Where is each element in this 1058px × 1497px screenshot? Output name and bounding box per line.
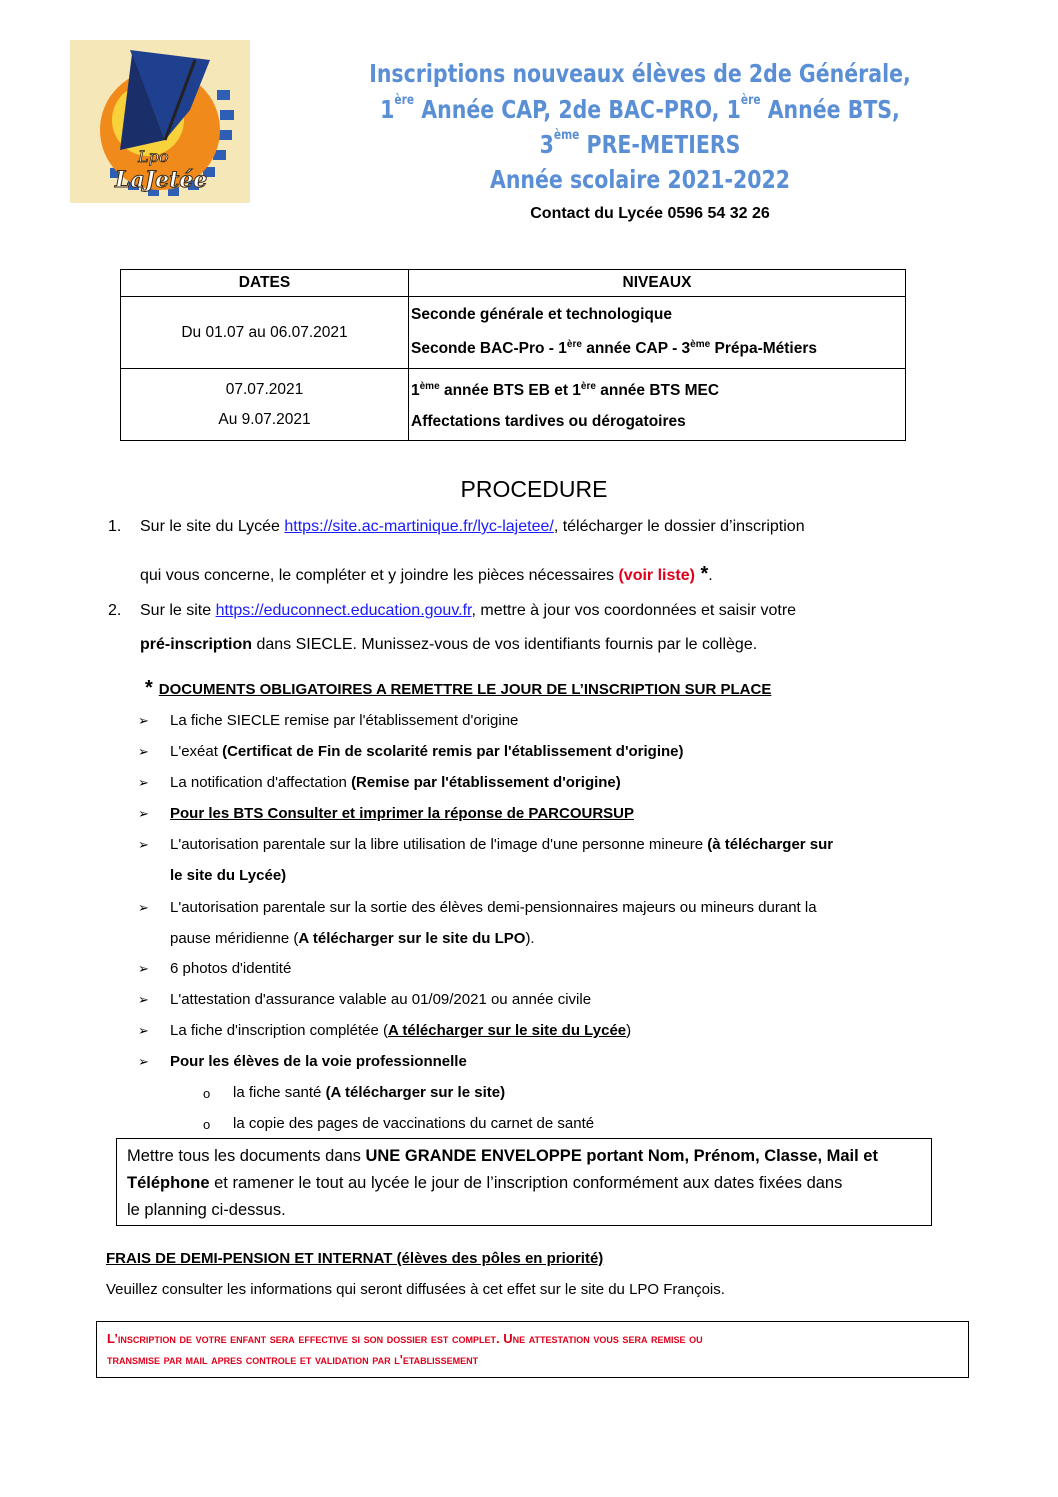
contact-phone: Contact du Lycée 0596 54 32 26 — [530, 205, 770, 222]
row2-date-start: 07.07.2021 — [225, 380, 304, 398]
doc-item-image-rights-cont: le site du Lycée) — [170, 867, 287, 884]
table-row — [121, 297, 906, 369]
row2-dates — [121, 369, 409, 441]
row2-levels — [409, 369, 906, 441]
doc-subitem-health: la fiche santé (A télécharger sur le site) — [233, 1084, 506, 1101]
doc-item-exit-authorization-cont: pause méridienne (A télécharger sur le site du LPO). — [170, 930, 535, 947]
table-row — [121, 369, 906, 441]
doc-item-professional: Pour les élèves de la voie professionnelle — [170, 1053, 467, 1070]
doc-item-image-rights: L'autorisation parentale sur la libre utilisation de l'image d'une personne mineure (à télécharger sur — [170, 836, 834, 853]
logo-text-lpo: Lpo — [138, 147, 169, 166]
frais-heading: FRAIS DE DEMI-PENSION ET INTERNAT (élèves des pôles en priorité) — [106, 1250, 604, 1267]
doc-item-notification: La notification d'affectation (Remise par l'établissement d'origine) — [170, 774, 621, 791]
logo-text-name: LaJetée — [115, 167, 208, 193]
step-1-number: 1. — [108, 518, 122, 535]
documents-heading: * DOCUMENTS OBLIGATOIRES A REMETTRE LE JOUR DE L’INSCRIPTION SUR PLACE — [145, 677, 772, 699]
step-1-line-2: qui vous concerne, le compléter et y joindre les pièces nécessaires (voir liste) *. — [140, 563, 713, 585]
row1-level-1: Seconde générale et technologique — [411, 306, 672, 324]
bullet-arrow: ➢ — [138, 1054, 149, 1069]
doc-item-photos: 6 photos d'identité — [170, 960, 292, 977]
bullet-arrow: ➢ — [138, 713, 149, 728]
step-2-line-1: Sur le site https://educonnect.education.gouv.fr, mettre à jour vos coordonnées et saisir votre — [140, 602, 797, 619]
doc-subitem-vaccination: la copie des pages de vaccinations du carnet de santé — [233, 1115, 595, 1132]
title-line-4: Année scolaire 2021-2022 — [489, 165, 791, 194]
row2-level-2: Affectations tardives ou dérogatoires — [411, 412, 686, 430]
row1-level-2: Seconde BAC-Pro - 1ère année CAP - 3ème Prépa-Métiers — [411, 339, 818, 358]
school-logo — [70, 40, 250, 203]
title-line-2: 1ère Année CAP, 2de BAC-PRO, 1ère Année BTS, — [380, 93, 900, 124]
bullet-arrow: ➢ — [138, 1023, 149, 1038]
bullet-arrow: ➢ — [138, 837, 149, 852]
doc-item-parcoursup: Pour les BTS Consulter et imprimer la réponse de PARCOURSUP — [170, 805, 634, 822]
warning-line-2: transmise par mail apres controle et validation par l'etablissement — [107, 1352, 479, 1367]
title-line-3: 3ème PRE-METIERS — [539, 128, 741, 159]
doc-item-insurance: L'attestation d'assurance valable au 01/09/2021 ou année civile — [170, 991, 592, 1008]
step-2-line-2: pré-inscription dans SIECLE. Munissez-vous de vos identifiants fournis par le collège. — [140, 636, 758, 653]
bullet-arrow: ➢ — [138, 992, 149, 1007]
bullet-arrow: ➢ — [138, 900, 149, 915]
row2-level-1: 1ème année BTS EB et 1ère année BTS MEC — [411, 381, 720, 400]
bullet-arrow: ➢ — [138, 806, 149, 821]
lycee-site-link[interactable]: https://site.ac-martinique.fr/lyc-lajetee/ — [284, 518, 554, 535]
row1-date: Du 01.07 au 06.07.2021 — [121, 297, 409, 369]
doc-item-siecle: La fiche SIECLE remise par l'établissement d'origine — [170, 712, 519, 729]
schedule-table — [120, 269, 906, 441]
doc-item-registration-form: La fiche d'inscription complétée (A télécharger sur le site du Lycée) — [170, 1022, 632, 1039]
doc-item-exit-authorization: L'autorisation parentale sur la sortie des élèves demi-pensionnaires majeurs ou mineurs durant la — [170, 899, 817, 916]
voir-liste-label: (voir liste) — [618, 567, 695, 584]
warning-line-1: L’inscription de votre enfant sera effective si son dossier est complet. Une attestation vous sera remise ou — [107, 1331, 703, 1346]
step-1-line-1: Sur le site du Lycée https://site.ac-martinique.fr/lyc-lajetee/, télécharger le dossier d’inscription — [140, 518, 805, 535]
sub-bullet: o — [203, 1117, 211, 1132]
envelope-notice: Mettre tous les documents dans UNE GRANDE ENVELOPPE portant Nom, Prénom, Classe, Mail et Téléphone et ramener le tout au lycée le jour de l’inscription conformément aux dates fixées dans le planning ci-dessus. — [116, 1138, 932, 1226]
table-header-row — [121, 270, 906, 297]
bullet-arrow: ➢ — [138, 961, 149, 976]
educonnect-link[interactable]: https://educonnect.education.gouv.fr — [215, 602, 472, 619]
row1-levels — [409, 297, 906, 369]
col-dates-header: DATES — [121, 270, 409, 297]
step-2-number: 2. — [108, 602, 122, 619]
frais-text: Veuillez consulter les informations qui seront diffusées à cet effet sur le site du LPO François. — [106, 1281, 725, 1298]
validation-warning — [96, 1321, 969, 1378]
bullet-arrow: ➢ — [138, 744, 149, 759]
bullet-arrow: ➢ — [138, 775, 149, 790]
row2-date-end: Au 9.07.2021 — [218, 410, 311, 428]
sub-bullet: o — [203, 1086, 211, 1101]
title-line-1: Inscriptions nouveaux élèves de 2de Générale, — [369, 59, 911, 88]
doc-item-exeat: L'exéat (Certificat de Fin de scolarité remis par l'établissement d'origine) — [170, 743, 684, 760]
procedure-title: PROCEDURE — [460, 476, 608, 502]
col-niveaux-header: NIVEAUX — [409, 270, 906, 297]
